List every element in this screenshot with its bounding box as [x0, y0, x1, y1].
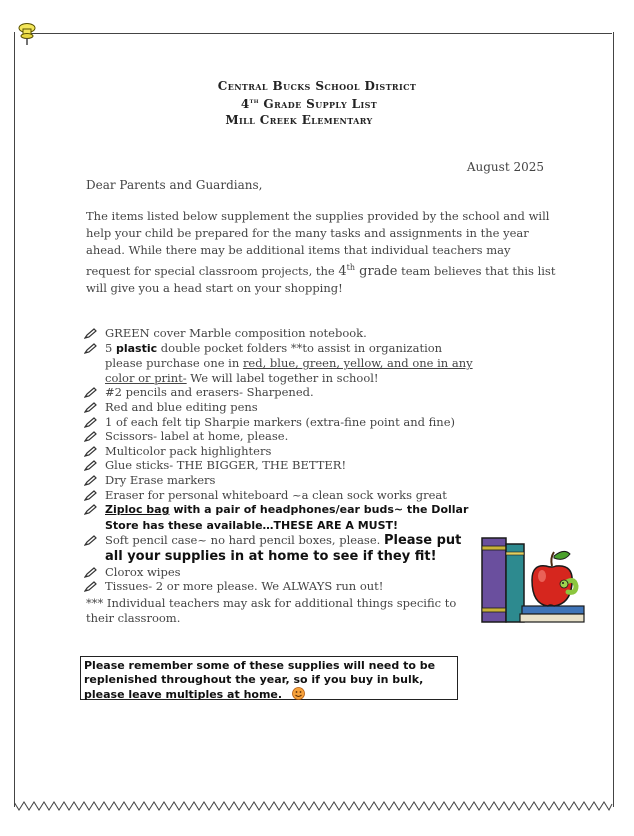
- supply-list-title: [0, 96, 626, 111]
- list-item: [84, 565, 474, 580]
- list-item: [84, 341, 474, 386]
- smiley-icon: [292, 687, 305, 700]
- pencil-bullet-icon: [84, 402, 97, 413]
- pencil-bullet-icon: [84, 431, 97, 442]
- item-ziploc-bag: Ziploc bag: [105, 503, 170, 517]
- pencil-bullet-icon: [84, 387, 97, 398]
- pencil-bullet-icon: [84, 446, 97, 457]
- pencil-bullet-icon: [84, 504, 97, 515]
- list-item: [84, 400, 474, 415]
- pencil-bullet-icon: [84, 328, 97, 339]
- pencil-bullet-icon: [84, 535, 97, 546]
- pencil-bullet-icon: [84, 417, 97, 428]
- letter-date: August 2025: [466, 160, 544, 174]
- item-clorox: Clorox wipes: [105, 564, 181, 579]
- grade-superscript: th: [249, 96, 259, 105]
- intro-grade-word: grade: [355, 263, 398, 279]
- pushpin-icon: [16, 22, 38, 46]
- item-highlighters: Multicolor pack highlighters: [105, 443, 272, 458]
- pencil-bullet-icon: [84, 343, 97, 354]
- pencil-bullet-icon: [84, 567, 97, 578]
- grade-number: 4: [240, 97, 250, 111]
- item-tissues: Tissues- 2 or more please. We ALWAYS run out!: [105, 579, 384, 594]
- item-pencil-case: Soft pencil case~ no hard pencil boxes, please.: [105, 533, 384, 548]
- intro-text-1: The items listed below supplement the supplies provided by the school and will help your child be prepared for the many tasks and assignments in the year ahead. While there may be additional items that individual teachers may request for special classroom projects, the: [86, 209, 550, 278]
- item-folders-text: double pocket folders **to assist in organization please purchase one in: [105, 340, 443, 371]
- reminder-text: Please remember some of these supplies will need to be replenished throughout the year, so if you buy in bulk, please leave multiples at home.: [84, 659, 436, 701]
- supply-list: [84, 326, 474, 594]
- item-editing-pens: Red and blue editing pens: [105, 399, 258, 414]
- item-glue-sticks: Glue sticks- THE BIGGER, THE BETTER!: [105, 458, 347, 473]
- list-item: [84, 415, 474, 430]
- pencil-bullet-icon: [84, 581, 97, 592]
- pencil-bullet-icon: [84, 475, 97, 486]
- list-item: [84, 458, 474, 473]
- list-item: [84, 429, 474, 444]
- school-name: Mill Creek Elementary: [225, 113, 373, 127]
- pencil-bullet-icon: [84, 460, 97, 471]
- list-item: [84, 473, 474, 488]
- zigzag-bottom-border: [14, 800, 614, 812]
- reminder-box: [80, 656, 458, 700]
- list-item: [84, 488, 474, 503]
- books-apple-illustration: [478, 532, 588, 628]
- item-pencils: #2 pencils and erasers- Sharpened.: [105, 385, 314, 400]
- item-fit-reminder: Please put all your supplies in at home to see if they fit!: [105, 533, 462, 564]
- page-top-border: [30, 33, 612, 34]
- item-folders-count: 5: [105, 340, 116, 355]
- item-sharpies: 1 of each felt tip Sharpie markers (extra-fine point and fine): [105, 414, 456, 429]
- teacher-note: *** Individual teachers may ask for additional things specific to their classroom.: [86, 596, 457, 625]
- item-folders-label: We will label together in school!: [186, 370, 379, 385]
- supply-list-label: Grade Supply List: [258, 97, 378, 111]
- item-folders-plastic: plastic: [115, 341, 158, 355]
- item-dry-erase: Dry Erase markers: [105, 472, 216, 487]
- list-item: [84, 502, 474, 533]
- intro-paragraph: [86, 208, 556, 297]
- intro-grade-superscript: th: [346, 263, 356, 272]
- district-title: Central Bucks School District: [217, 79, 417, 93]
- greeting: Dear Parents and Guardians,: [86, 178, 263, 192]
- pencil-bullet-icon: [84, 490, 97, 501]
- item-scissors: Scissors- label at home, please.: [105, 429, 289, 444]
- list-item: [84, 444, 474, 459]
- item-notebook: GREEN cover Marble composition notebook.: [105, 326, 367, 340]
- item-headphones: with a pair of headphones/ear buds~ the Dollar Store has these available…THESE ARE A MUST!: [105, 503, 469, 532]
- list-item: [84, 326, 474, 341]
- intro-grade-number: 4: [338, 263, 347, 279]
- item-eraser: Eraser for personal whiteboard ~a clean sock works great: [105, 487, 447, 502]
- list-item: [84, 579, 474, 594]
- list-item: [84, 533, 474, 564]
- item-folders-colors: red, blue, green, yellow, and one in any color or print-: [105, 356, 473, 385]
- intro-text-2: team believes that this list will give you a head start on your shopping!: [86, 263, 556, 295]
- list-item: [84, 385, 474, 400]
